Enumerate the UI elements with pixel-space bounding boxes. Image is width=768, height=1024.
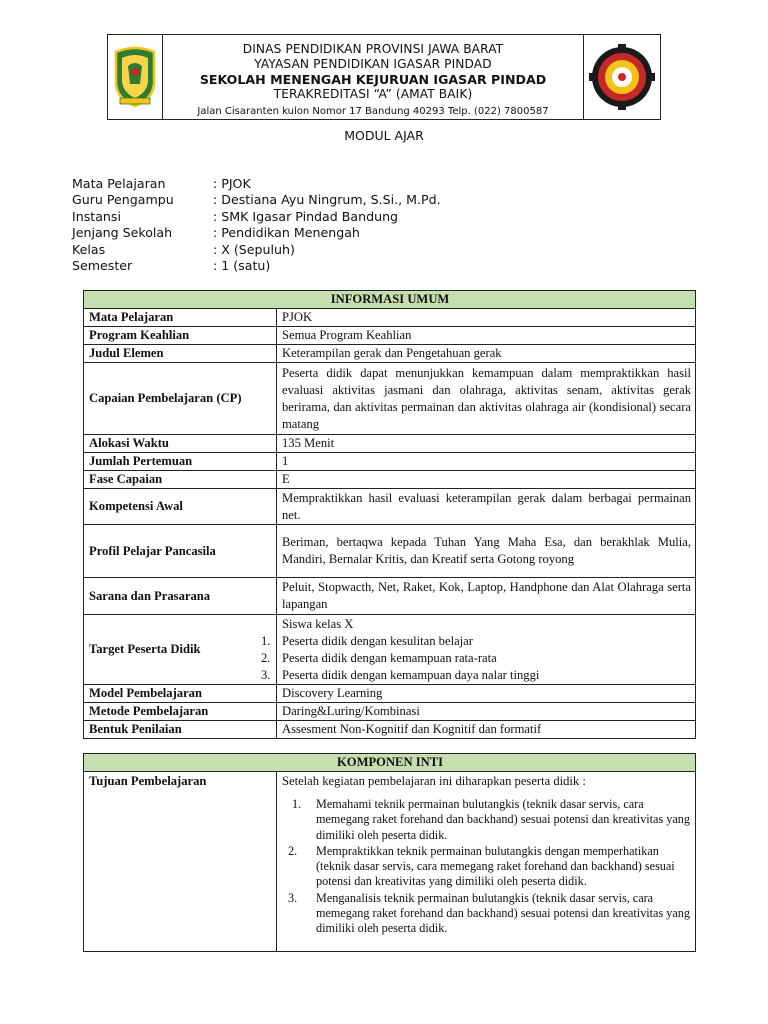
list-text: Peserta didik dengan kemampuan daya nalar tinggi [282, 667, 540, 682]
target-cell [261, 615, 696, 685]
row-value: Discovery Learning [277, 685, 696, 703]
tujuan-cell [277, 772, 696, 952]
komponen-inti-table [83, 753, 696, 952]
row-value: Semua Program Keahlian [277, 327, 696, 345]
identity-label: Semester [72, 257, 133, 273]
table-row [84, 525, 696, 578]
identity-row [72, 258, 441, 274]
west-java-emblem-icon [110, 44, 160, 110]
identity-value: : X (Sepuluh) [213, 241, 295, 257]
list-number: 2. [288, 843, 298, 858]
identity-value: : SMK Igasar Pindad Bandung [213, 208, 399, 224]
table-row [84, 578, 696, 615]
row-label: Sarana dan Prasarana [84, 578, 277, 615]
row-value: 1 [277, 453, 696, 471]
table-row [84, 327, 696, 345]
list-item [282, 797, 691, 843]
row-label: Mata Pelajaran [84, 309, 277, 327]
identity-value: : Destiana Ayu Ningrum, S.Si., M.Pd. [213, 192, 441, 208]
table-row [84, 703, 696, 721]
letterhead-text [163, 35, 583, 119]
row-value: Daring&Luring/Kombinasi [277, 703, 696, 721]
school-logo-cell [583, 35, 660, 119]
row-label: Fase Capaian [84, 471, 277, 489]
table-row [84, 363, 696, 435]
list-item [261, 667, 691, 684]
row-value: E [277, 471, 696, 489]
identity-row [72, 242, 441, 258]
list-number: 1. [292, 797, 302, 811]
list-item [261, 633, 691, 650]
identity-value: : Pendidikan Menengah [213, 225, 360, 241]
identity-label: Guru Pengampu [72, 192, 174, 208]
row-label: Tujuan Pembelajaran [84, 772, 277, 952]
identity-row [72, 192, 441, 208]
row-value: Beriman, bertaqwa kepada Tuhan Yang Maha Esa, dan berakhlak Mulia, Mandiri, Bernalar Kritis, dan Kreatif serta Gotong royong [277, 525, 696, 578]
row-label: Jumlah Pertemuan [84, 453, 277, 471]
table-row-target [84, 615, 696, 685]
list-text: Mempraktikkan teknik permainan bulutangkis dengan memperhatikan (teknik dasar servis, cara memegang raket forehand dan backhand) sesuai potensi dan kreativitas yang dimiliki oleh peserta didik. [316, 843, 675, 889]
document-title: MODUL AJAR [344, 128, 424, 143]
table-row [84, 453, 696, 471]
row-value: PJOK [277, 309, 696, 327]
row-label: Judul Elemen [84, 345, 277, 363]
school-gear-logo-icon [589, 44, 655, 110]
target-list [261, 633, 691, 684]
west-java-emblem-cell [108, 35, 163, 119]
table-row [84, 685, 696, 703]
row-label: Program Keahlian [84, 327, 277, 345]
accreditation: TERAKREDITASI “A” (AMAT BAIK) [273, 87, 473, 101]
table-row [84, 471, 696, 489]
list-item [282, 844, 691, 890]
identity-label: Kelas [72, 241, 106, 257]
table-row [84, 489, 696, 525]
row-value: Mempraktikkan hasil evaluasi keterampilan gerak dalam berbagai permainan net. [277, 489, 696, 525]
list-number: 3. [288, 890, 298, 905]
row-label: Model Pembelajaran [84, 685, 277, 703]
school-name: SEKOLAH MENENGAH KEJURUAN IGASAR PINDAD [199, 72, 547, 87]
row-value: 135 Menit [277, 435, 696, 453]
table-row [84, 772, 696, 952]
list-text: Menganalisis teknik permainan bulutangkis (teknik dasar servis, cara memegang raket forehand dan backhand) sesuai potensi dan kreativitas yang dimiliki oleh peserta didik. [316, 890, 690, 936]
informasi-umum-heading: INFORMASI UMUM [84, 291, 696, 309]
letterhead [107, 34, 661, 120]
list-text: Memahami teknik permainan bulutangkis (teknik dasar servis, cara memegang raket forehand dan backhand) sesuai potensi dan kreativitas yang dimiliki oleh peserta didik. [316, 797, 690, 842]
row-label: Bentuk Penilaian [84, 721, 277, 739]
list-number: 3. [261, 667, 271, 682]
agency-name: DINAS PENDIDIKAN PROVINSI JAWA BARAT [242, 42, 504, 56]
list-item [261, 650, 691, 667]
row-label: Metode Pembelajaran [84, 703, 277, 721]
identity-row [72, 176, 441, 192]
row-value: Assesment Non-Kognitif dan Kognitif dan formatif [277, 721, 696, 739]
list-text: Peserta didik dengan kemampuan rata-rata [282, 650, 497, 665]
identity-label: Instansi [72, 208, 121, 224]
identity-value: : PJOK [213, 176, 251, 191]
row-label: Kompetensi Awal [84, 489, 277, 525]
table-row [84, 435, 696, 453]
identity-row [72, 209, 441, 225]
row-label: Target Peserta Didik [84, 615, 277, 685]
identity-list [72, 176, 441, 274]
identity-label: Mata Pelajaran [72, 176, 166, 191]
row-label: Alokasi Waktu [84, 435, 277, 453]
identity-value: : 1 (satu) [213, 257, 271, 273]
list-text: Peserta didik dengan kesulitan belajar [282, 633, 473, 648]
informasi-umum-table [83, 290, 696, 739]
identity-row [72, 225, 441, 241]
row-value: Keterampilan gerak dan Pengetahuan gerak [277, 345, 696, 363]
row-label: Capaian Pembelajaran (CP) [84, 363, 277, 435]
table-row [84, 721, 696, 739]
target-intro: Siswa kelas X [282, 616, 354, 631]
foundation-name: YAYASAN PENDIDIKAN IGASAR PINDAD [254, 57, 492, 71]
list-item [282, 891, 691, 937]
table-row [84, 309, 696, 327]
tujuan-intro: Setelah kegiatan pembelajaran ini diharapkan peserta didik : [282, 774, 586, 788]
list-number: 2. [261, 650, 271, 665]
table-row [84, 345, 696, 363]
row-value: Peserta didik dapat menunjukkan kemampuan dalam mempraktikkan hasil evaluasi aktivitas jasmani dan olahraga, aktivitas senam, aktivitas gerak berirama, dan aktivitas permainan dan aktivitas olahraga air (kondisional) secara matang [277, 363, 696, 435]
row-label: Profil Pelajar Pancasila [84, 525, 277, 578]
komponen-inti-heading: KOMPONEN INTI [84, 754, 696, 772]
school-address: Jalan Cisaranten kulon Nomor 17 Bandung 40293 Telp. (022) 7800587 [197, 106, 549, 117]
row-value: Peluit, Stopwacth, Net, Raket, Kok, Laptop, Handphone dan Alat Olahraga serta lapangan [277, 578, 696, 615]
tujuan-list [282, 797, 691, 937]
list-number: 1. [261, 633, 271, 648]
identity-label: Jenjang Sekolah [72, 225, 173, 241]
